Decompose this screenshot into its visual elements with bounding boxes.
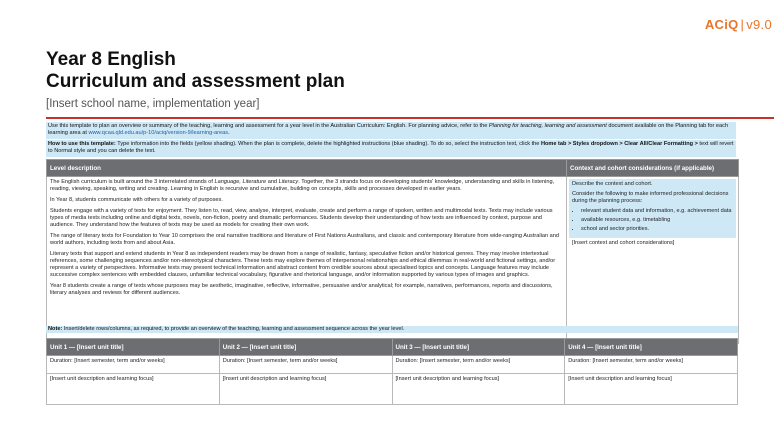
level-paragraph-6: Year 8 students create a range of texts whose purposes may be aesthetic, imaginative, reflective, informative, persuasive and/or analytical; for example, narratives, performances, reports and discussions, literary analyses and reviews for different audiences.	[50, 283, 553, 296]
title-divider	[46, 117, 774, 119]
level-paragraph-4: The range of literary texts for Foundation to Year 10 comprises the oral narrative traditions and literature of First Nations Australians, and classic and contemporary literature from wide-ranging Australian and world authors, including texts from and about Asia.	[50, 233, 559, 246]
learning-areas-link[interactable]: www.qcaa.qld.edu.au/p-10/aciq/version-9/learning-areas	[88, 130, 229, 137]
unit-2-header[interactable]: Unit 2 — [Insert unit title]	[219, 339, 392, 356]
unit-1-description[interactable]: [Insert unit description and learning focus]	[47, 374, 220, 405]
school-name-placeholder[interactable]: [Insert school name, implementation year]	[46, 98, 260, 110]
aciq-logo	[705, 17, 772, 32]
level-description-table	[46, 159, 739, 344]
context-list	[572, 208, 733, 233]
unit-4-description[interactable]: [Insert unit description and learning focus]	[565, 374, 738, 405]
logo-separator: |	[740, 17, 745, 32]
template-instructions: Use this template to plan an overview or summary of the teaching, learning and assessment for a year level in the Australian Curriculum: English. For planning advice, refer to the Planning for teaching, learning and assessment document available on the Planning tab for each learning area at www.qcaa.qld.edu.au/p-10/aciq/version-9/learning-areas.	[46, 122, 736, 139]
unit-2-duration[interactable]: Duration: [Insert semester, term and/or weeks]	[219, 356, 392, 374]
list-item: • relevant student data and information, e.g. achievement data	[581, 208, 733, 215]
title-line-1: Year 8 English	[46, 49, 176, 70]
unit-1-duration[interactable]: Duration: [Insert semester, term and/or weeks]	[47, 356, 220, 374]
unit-3-header[interactable]: Unit 3 — [Insert unit title]	[392, 339, 565, 356]
logo-version: v9.0	[746, 17, 772, 32]
unit-3-description[interactable]: [Insert unit description and learning focus]	[392, 374, 565, 405]
context-consider: Consider the following to make informed professional decisions during the planning process:	[572, 191, 729, 204]
logo-brand: ACiQ	[704, 17, 739, 32]
how-to-use-label: How to use this template:	[48, 141, 116, 147]
sequence-note	[46, 326, 738, 333]
units-table	[46, 338, 738, 405]
context-header: Context and cohort considerations (if applicable)	[567, 160, 739, 177]
sequence-note-label: Note:	[48, 326, 63, 332]
title-line-2: Curriculum and assessment plan	[46, 71, 345, 92]
unit-3-duration[interactable]: Duration: [Insert semester, term and/or weeks]	[392, 356, 565, 374]
list-item: • available resources, e.g. timetabling	[581, 217, 733, 224]
planning-doc-title: Planning for teaching, learning and assessment	[488, 123, 607, 129]
how-to-use-instructions	[46, 140, 736, 157]
context-placeholder[interactable]: [Insert context and cohort considerations]	[572, 240, 675, 246]
unit-1-header[interactable]: Unit 1 — [Insert unit title]	[47, 339, 220, 356]
use-template-text: Use this template to plan an overview or summary of the teaching, learning and assessment for a year level in the Australian Curriculum: English. For planning advice, refer to the	[48, 123, 488, 129]
level-paragraph-2: In Year 8, students communicate with others for a variety of purposes.	[50, 197, 223, 203]
unit-2-description[interactable]: [Insert unit description and learning focus]	[219, 374, 392, 405]
unit-4-duration[interactable]: Duration: [Insert semester, term and/or weeks]	[565, 356, 738, 374]
page-title	[46, 49, 345, 93]
context-describe: Describe the context and cohort.	[572, 181, 653, 187]
how-to-use-menu-path: Home tab > Styles dropdown > Clear All/Clear Formatting >	[540, 141, 698, 147]
context-instructions	[569, 179, 736, 238]
context-cell[interactable]	[567, 177, 739, 344]
level-description-cell	[47, 177, 567, 344]
level-description-header: Level description	[47, 160, 567, 177]
list-item: • school and sector priorities.	[581, 226, 733, 233]
unit-4-header[interactable]: Unit 4 — [Insert unit title]	[565, 339, 738, 356]
level-paragraph-3: Students engage with a variety of texts for enjoyment. They listen to, read, view, analyse, interpret, evaluate, create and perform a range of spoken, written and multimodal texts. Texts may include various types of media texts including online and digital texts, novels, non-fiction, poetry and dramatic performances. Students develop their understanding of how texts are influenced by context, purpose and audience. They understand how the features of texts may be used as models for creating their own work.	[50, 208, 553, 228]
sequence-note-text: Insert/delete rows/columns, as required, to provide an overview of the teaching, learning and assessment sequence across the year level.	[63, 326, 405, 332]
how-to-use-text: Type information into the fields (yellow shading). When the plan is complete, delete the highlighted instructions (blue shading). To do so, select the instruction text, click the	[117, 141, 540, 147]
use-template-text-2: document available on the Planning tab for each learning area at	[48, 123, 729, 137]
how-to-use-text-2: text will revert to Normal style and you can delete the text.	[48, 141, 734, 155]
level-paragraph-5: Literary texts that support and extend students in Year 8 as independent readers may be drawn from a range of realistic, fantasy, speculative fiction and/or historical genres. They may involve intertextual references, some challenging sequences and/or non-stereotypical characters. These texts may explore themes of interpersonal relationships and ethical dilemmas in real-world and fictional settings, and/or represent a variety of perspectives. Informative texts may present technical information and abstract content from credible sources about specialised topics and concepts. Language features may include successive complex sentences with embedded clauses, unfamiliar technical vocabulary, figurative and rhetorical language, and/or information supported by various types of images and graphics.	[50, 251, 556, 278]
level-paragraph-1: The English curriculum is built around the 3 interrelated strands of Language, Literature and Literacy. Together, the 3 strands focus on developing students' knowledge, understanding and skills in listening, reading, viewing, speaking, writing and creating. Learning in English is recursive and cumulative, building on concepts, skills and processes developed in earlier years.	[50, 179, 555, 192]
